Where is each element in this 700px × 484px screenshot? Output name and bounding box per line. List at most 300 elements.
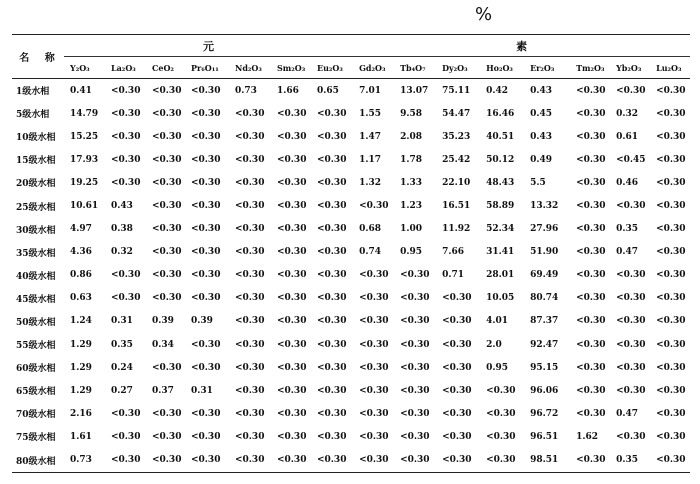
table-row (12, 333, 690, 356)
table-cell: 0.71 (442, 270, 464, 281)
row-label: 65级水相 (16, 387, 56, 398)
table-cell: <0.30 (317, 224, 347, 235)
table-cell: <0.30 (400, 431, 430, 442)
table-cell: 54.47 (442, 108, 471, 119)
table-cell: 16.51 (442, 201, 471, 212)
table-cell: <0.30 (111, 85, 141, 96)
table-cell: <0.30 (277, 108, 307, 119)
column-header: Yb₂O₃ (610, 57, 650, 79)
table-cell: 50.12 (486, 154, 515, 165)
table-row (12, 125, 690, 148)
table-cell: 14.79 (70, 108, 99, 119)
table-cell: <0.30 (576, 339, 606, 350)
row-label: 10级水相 (16, 133, 56, 144)
table-cell: 1.00 (400, 224, 422, 235)
table-cell: <0.30 (191, 270, 221, 281)
table-row (12, 356, 690, 379)
column-header: Pr₆O₁₁ (185, 57, 229, 79)
table-cell: 96.51 (530, 431, 559, 442)
row-label: 25级水相 (16, 202, 56, 213)
table-cell: <0.45 (616, 154, 646, 165)
table-cell: 1.61 (70, 431, 92, 442)
row-label: 55级水相 (16, 341, 56, 352)
table-cell: <0.30 (152, 201, 182, 212)
table-cell: 0.86 (70, 270, 92, 281)
table-cell: <0.30 (576, 154, 606, 165)
table-cell: <0.30 (576, 293, 606, 304)
table-cell: <0.30 (359, 339, 389, 350)
table-cell: <0.30 (235, 431, 265, 442)
table-cell: 0.41 (70, 85, 92, 96)
column-header: Gd₂O₃ (353, 57, 394, 79)
table-cell: <0.30 (656, 455, 686, 465)
table-cell: <0.30 (317, 108, 347, 119)
table-cell: 1.29 (70, 362, 92, 373)
table-cell: 0.39 (152, 316, 174, 327)
table-cell: <0.30 (277, 201, 307, 212)
table-cell: <0.30 (656, 247, 686, 258)
table-cell: 0.47 (616, 247, 638, 258)
table-cell: <0.30 (359, 408, 389, 419)
table-cell: 1.17 (359, 154, 381, 165)
table-cell: 0.38 (111, 224, 133, 235)
table-cell: <0.30 (656, 85, 686, 96)
table-cell: 0.31 (191, 385, 213, 396)
table-cell: 0.24 (111, 362, 133, 373)
table-cell: 1.29 (70, 385, 92, 396)
table-cell: 92.47 (530, 339, 559, 350)
table-cell: <0.30 (191, 408, 221, 419)
table-cell: <0.30 (277, 339, 307, 350)
table-cell: <0.30 (317, 431, 347, 442)
table-cell: <0.30 (277, 431, 307, 442)
table-cell: 0.49 (530, 154, 552, 165)
table-cell: 96.06 (530, 385, 559, 396)
table-cell: 7.66 (442, 247, 464, 258)
table-cell: 10.61 (70, 201, 99, 212)
table-cell: <0.30 (152, 177, 182, 188)
table-cell: <0.30 (317, 316, 347, 327)
table-cell: 13.07 (400, 85, 429, 96)
table-cell: <0.30 (400, 270, 430, 281)
table-cell: <0.30 (191, 177, 221, 188)
table-cell: <0.30 (235, 385, 265, 396)
table-cell: <0.30 (656, 177, 686, 188)
table-cell: <0.30 (111, 408, 141, 419)
table-row (12, 218, 690, 241)
table-row (12, 264, 690, 287)
table-cell: <0.30 (111, 131, 141, 142)
table-cell: <0.30 (442, 293, 472, 304)
table-cell: <0.30 (656, 154, 686, 165)
table-cell: <0.30 (656, 108, 686, 119)
table-row (12, 148, 690, 171)
table-cell: <0.30 (656, 224, 686, 235)
table-row (12, 241, 690, 264)
table-cell: 0.31 (111, 316, 133, 327)
table-cell: 1.29 (70, 339, 92, 350)
table-cell: 7.01 (359, 85, 381, 96)
column-header: Nd₂O₃ (229, 57, 271, 79)
table-cell: <0.30 (277, 385, 307, 396)
table-cell: <0.30 (317, 177, 347, 188)
table-cell: 69.49 (530, 270, 559, 281)
table-cell: 96.72 (530, 408, 559, 419)
table-cell: 0.63 (70, 293, 92, 304)
table-row (12, 79, 690, 103)
column-header: Ho₂O₃ (480, 57, 524, 79)
table-cell: <0.30 (576, 455, 606, 465)
table-cell: <0.30 (152, 131, 182, 142)
table-cell: 17.93 (70, 154, 99, 165)
table-cell: <0.30 (656, 408, 686, 419)
table-row (12, 194, 690, 217)
table-cell: 48.43 (486, 177, 515, 188)
unit-label: % (475, 4, 493, 25)
table-cell: <0.30 (277, 362, 307, 373)
table-cell: <0.30 (152, 408, 182, 419)
table-cell: <0.30 (235, 108, 265, 119)
table-cell: <0.30 (656, 385, 686, 396)
table-cell: <0.30 (359, 385, 389, 396)
table-cell: 15.25 (70, 131, 99, 142)
table-cell: 5.5 (530, 177, 546, 188)
table-cell: 16.46 (486, 108, 515, 119)
table-cell: <0.30 (191, 224, 221, 235)
table-cell: <0.30 (317, 201, 347, 212)
table-cell: <0.30 (576, 131, 606, 142)
column-header: Sm₂O₃ (271, 57, 311, 79)
table-cell: 0.39 (191, 316, 213, 327)
table-cell: <0.30 (277, 177, 307, 188)
table-cell: <0.30 (616, 316, 646, 327)
table-row (12, 171, 690, 194)
table-cell: 0.95 (400, 247, 422, 258)
table-cell: <0.30 (191, 85, 221, 96)
table-cell: 1.23 (400, 201, 422, 212)
table-cell: <0.30 (235, 131, 265, 142)
table-cell: 2.0 (486, 339, 502, 350)
table-cell: <0.30 (111, 154, 141, 165)
table-cell: <0.30 (616, 293, 646, 304)
table-cell: 0.43 (111, 201, 133, 212)
table-cell: 98.51 (530, 455, 559, 465)
table-row (12, 379, 690, 402)
table-cell: <0.30 (191, 431, 221, 442)
table-cell: <0.30 (656, 431, 686, 442)
table-cell: <0.30 (317, 131, 347, 142)
table-cell: <0.30 (152, 154, 182, 165)
table-cell: 11.92 (442, 224, 471, 235)
table-cell: 27.96 (530, 224, 559, 235)
table-cell: 87.37 (530, 316, 559, 327)
table-cell: <0.30 (442, 362, 472, 373)
table-cell: 0.43 (530, 85, 552, 96)
table-cell: 0.73 (235, 85, 257, 96)
table-cell: <0.30 (576, 247, 606, 258)
table-cell: 51.90 (530, 247, 559, 258)
table-row (12, 425, 690, 448)
table-cell: <0.30 (616, 201, 646, 212)
table-cell: <0.30 (656, 316, 686, 327)
table-cell: <0.30 (235, 408, 265, 419)
table-cell: <0.30 (152, 431, 182, 442)
table-cell: <0.30 (152, 293, 182, 304)
table-cell: <0.30 (277, 408, 307, 419)
table-cell: <0.30 (616, 362, 646, 373)
table-cell: 0.46 (616, 177, 638, 188)
table-cell: 28.01 (486, 270, 515, 281)
table-cell: <0.30 (277, 247, 307, 258)
table-cell: 22.10 (442, 177, 471, 188)
table-cell: <0.30 (400, 408, 430, 419)
table-cell: 95.15 (530, 362, 559, 373)
table-cell: <0.30 (191, 455, 221, 465)
row-label: 60级水相 (16, 364, 56, 375)
row-label: 1级水相 (16, 87, 50, 98)
column-header: La₂O₃ (105, 57, 146, 79)
table-body (12, 79, 690, 473)
column-header: Tb₄O₇ (394, 57, 436, 79)
table-cell: <0.30 (191, 201, 221, 212)
table-cell: <0.30 (442, 431, 472, 442)
table-cell: <0.30 (400, 316, 430, 327)
table-row (12, 287, 690, 310)
table-cell: <0.30 (317, 339, 347, 350)
table-cell: <0.30 (191, 247, 221, 258)
column-header: CeO₂ (146, 57, 185, 79)
table-cell: <0.30 (111, 177, 141, 188)
table-cell: 0.65 (317, 85, 339, 96)
table-cell: <0.30 (576, 270, 606, 281)
table-cell: 0.42 (486, 85, 508, 96)
table-cell: <0.30 (486, 431, 516, 442)
table-cell: <0.30 (111, 455, 141, 465)
table-cell: <0.30 (359, 455, 389, 465)
table-cell: <0.30 (359, 316, 389, 327)
table-cell: <0.30 (191, 154, 221, 165)
table-cell: 80.74 (530, 293, 559, 304)
table-cell: 0.74 (359, 247, 381, 258)
table-cell: <0.30 (191, 293, 221, 304)
table-cell: 0.32 (616, 108, 638, 119)
table-cell: <0.30 (442, 408, 472, 419)
table-cell: <0.30 (656, 293, 686, 304)
table-cell: <0.30 (400, 362, 430, 373)
table-cell: <0.30 (576, 316, 606, 327)
table-cell: <0.30 (616, 339, 646, 350)
table-cell: <0.30 (235, 362, 265, 373)
table-cell: <0.30 (235, 154, 265, 165)
table-cell: <0.30 (317, 362, 347, 373)
table-cell: <0.30 (400, 339, 430, 350)
table-cell: <0.30 (576, 408, 606, 419)
table-cell: <0.30 (152, 108, 182, 119)
row-label: 5级水相 (16, 110, 50, 121)
table-cell: <0.30 (111, 270, 141, 281)
table-cell: 0.95 (486, 362, 508, 373)
table-cell: 0.61 (616, 131, 638, 142)
table-cell: <0.30 (616, 385, 646, 396)
table-row (12, 402, 690, 425)
row-label: 30级水相 (16, 225, 56, 236)
table-cell: <0.30 (235, 201, 265, 212)
table-cell: <0.30 (235, 177, 265, 188)
table-cell: <0.30 (317, 408, 347, 419)
table-cell: <0.30 (576, 385, 606, 396)
row-label: 50级水相 (16, 317, 56, 328)
table-cell: 2.08 (400, 131, 422, 142)
table-cell: 1.32 (359, 177, 381, 188)
table-cell: <0.30 (359, 362, 389, 373)
table-cell: 1.47 (359, 131, 381, 142)
row-label: 40级水相 (16, 271, 56, 282)
column-header: Tm₂O₃ (570, 57, 610, 79)
table-cell: <0.30 (111, 431, 141, 442)
table-cell: 1.78 (400, 154, 422, 165)
table-cell: 0.27 (111, 385, 133, 396)
table-cell: 25.42 (442, 154, 471, 165)
table-cell: <0.30 (359, 270, 389, 281)
table-cell: 0.35 (111, 339, 133, 350)
table-cell: <0.30 (277, 224, 307, 235)
table-cell: 0.68 (359, 224, 381, 235)
table-cell: <0.30 (576, 85, 606, 96)
table-cell: <0.30 (656, 201, 686, 212)
table-cell: <0.30 (442, 455, 472, 465)
table-cell: <0.30 (576, 201, 606, 212)
table-cell: <0.30 (576, 108, 606, 119)
table-cell: 35.23 (442, 131, 471, 142)
table-cell: 19.25 (70, 177, 99, 188)
table-cell: <0.30 (152, 455, 182, 465)
table-cell: <0.30 (191, 362, 221, 373)
table-cell: 0.34 (152, 339, 174, 350)
table-cell: <0.30 (191, 339, 221, 350)
table-cell: 0.43 (530, 131, 552, 142)
table-cell: 1.55 (359, 108, 381, 119)
table-cell: <0.30 (277, 316, 307, 327)
table-cell: <0.30 (317, 455, 347, 465)
table-cell: <0.30 (656, 362, 686, 373)
table-cell: <0.30 (576, 362, 606, 373)
row-label: 70级水相 (16, 410, 56, 421)
table-cell: <0.30 (277, 455, 307, 465)
group-label-left: 元 (64, 35, 353, 57)
table-cell: 0.45 (530, 108, 552, 119)
column-header: Dy₂O₃ (436, 57, 480, 79)
row-label: 75级水相 (16, 433, 56, 444)
table-cell: 1.24 (70, 316, 92, 327)
table-cell: <0.30 (616, 431, 646, 442)
table-cell: <0.30 (400, 293, 430, 304)
table-cell: 4.01 (486, 316, 508, 327)
table-cell: 31.41 (486, 247, 515, 258)
row-label: 35级水相 (16, 248, 56, 259)
table-cell: <0.30 (277, 154, 307, 165)
table-row (12, 310, 690, 333)
table-cell: 1.33 (400, 177, 422, 188)
table-cell: 0.73 (70, 455, 92, 465)
table-cell: <0.30 (486, 408, 516, 419)
group-label-right: 素 (353, 35, 690, 57)
name-column-header: 名 称 (12, 35, 64, 79)
table-cell: <0.30 (317, 154, 347, 165)
row-label: 45级水相 (16, 294, 56, 305)
table-cell: <0.30 (152, 270, 182, 281)
table-cell: <0.30 (277, 293, 307, 304)
column-header: Eu₂O₃ (311, 57, 353, 79)
table-cell: <0.30 (152, 362, 182, 373)
table-cell: 13.32 (530, 201, 559, 212)
table-cell: <0.30 (152, 224, 182, 235)
table-cell: <0.30 (235, 270, 265, 281)
table-cell: <0.30 (486, 385, 516, 396)
table-cell: 75.11 (442, 85, 471, 96)
table-row (12, 102, 690, 125)
table-cell: <0.30 (616, 85, 646, 96)
table-cell: 4.36 (70, 247, 92, 258)
table-cell: <0.30 (235, 316, 265, 327)
table-cell: 0.35 (616, 455, 638, 465)
row-label: 20级水相 (16, 179, 56, 190)
table-cell: 0.35 (616, 224, 638, 235)
table-cell: 0.32 (111, 247, 133, 258)
table-cell: <0.30 (442, 339, 472, 350)
table-cell: <0.30 (442, 316, 472, 327)
table-cell: <0.30 (152, 85, 182, 96)
table-cell: <0.30 (656, 339, 686, 350)
table-cell: <0.30 (616, 270, 646, 281)
table-cell: <0.30 (486, 455, 516, 465)
table-row (12, 449, 690, 473)
table-cell: <0.30 (317, 247, 347, 258)
table-cell: <0.30 (359, 201, 389, 212)
table-cell: 4.97 (70, 224, 92, 235)
table-cell: <0.30 (576, 177, 606, 188)
column-header: Er₂O₃ (524, 57, 570, 79)
column-header: Lu₂O₃ (650, 57, 690, 79)
table-cell: <0.30 (191, 108, 221, 119)
table-cell: 10.05 (486, 293, 515, 304)
table-cell: <0.30 (656, 131, 686, 142)
table-cell: <0.30 (359, 293, 389, 304)
table-cell: <0.30 (235, 224, 265, 235)
table-cell: 0.47 (616, 408, 638, 419)
row-label: 15级水相 (16, 156, 56, 167)
table-cell: <0.30 (235, 455, 265, 465)
rare-earth-composition-table (12, 34, 690, 473)
table-cell: <0.30 (442, 385, 472, 396)
table-cell: 1.62 (576, 431, 598, 442)
table-cell: <0.30 (277, 131, 307, 142)
table-cell: <0.30 (317, 385, 347, 396)
table-cell: <0.30 (400, 455, 430, 465)
table-cell: <0.30 (576, 224, 606, 235)
table-cell: <0.30 (111, 293, 141, 304)
table-cell: 1.66 (277, 85, 299, 96)
column-header: Y₂O₃ (64, 57, 105, 79)
table-cell: 40.51 (486, 131, 515, 142)
table-cell: 58.89 (486, 201, 515, 212)
row-label: 80级水相 (16, 456, 56, 467)
table-cell: 9.58 (400, 108, 422, 119)
table-cell: 0.37 (152, 385, 174, 396)
table-cell: <0.30 (111, 108, 141, 119)
table-cell: <0.30 (317, 270, 347, 281)
table-cell: 52.34 (486, 224, 515, 235)
table-cell: <0.30 (400, 385, 430, 396)
